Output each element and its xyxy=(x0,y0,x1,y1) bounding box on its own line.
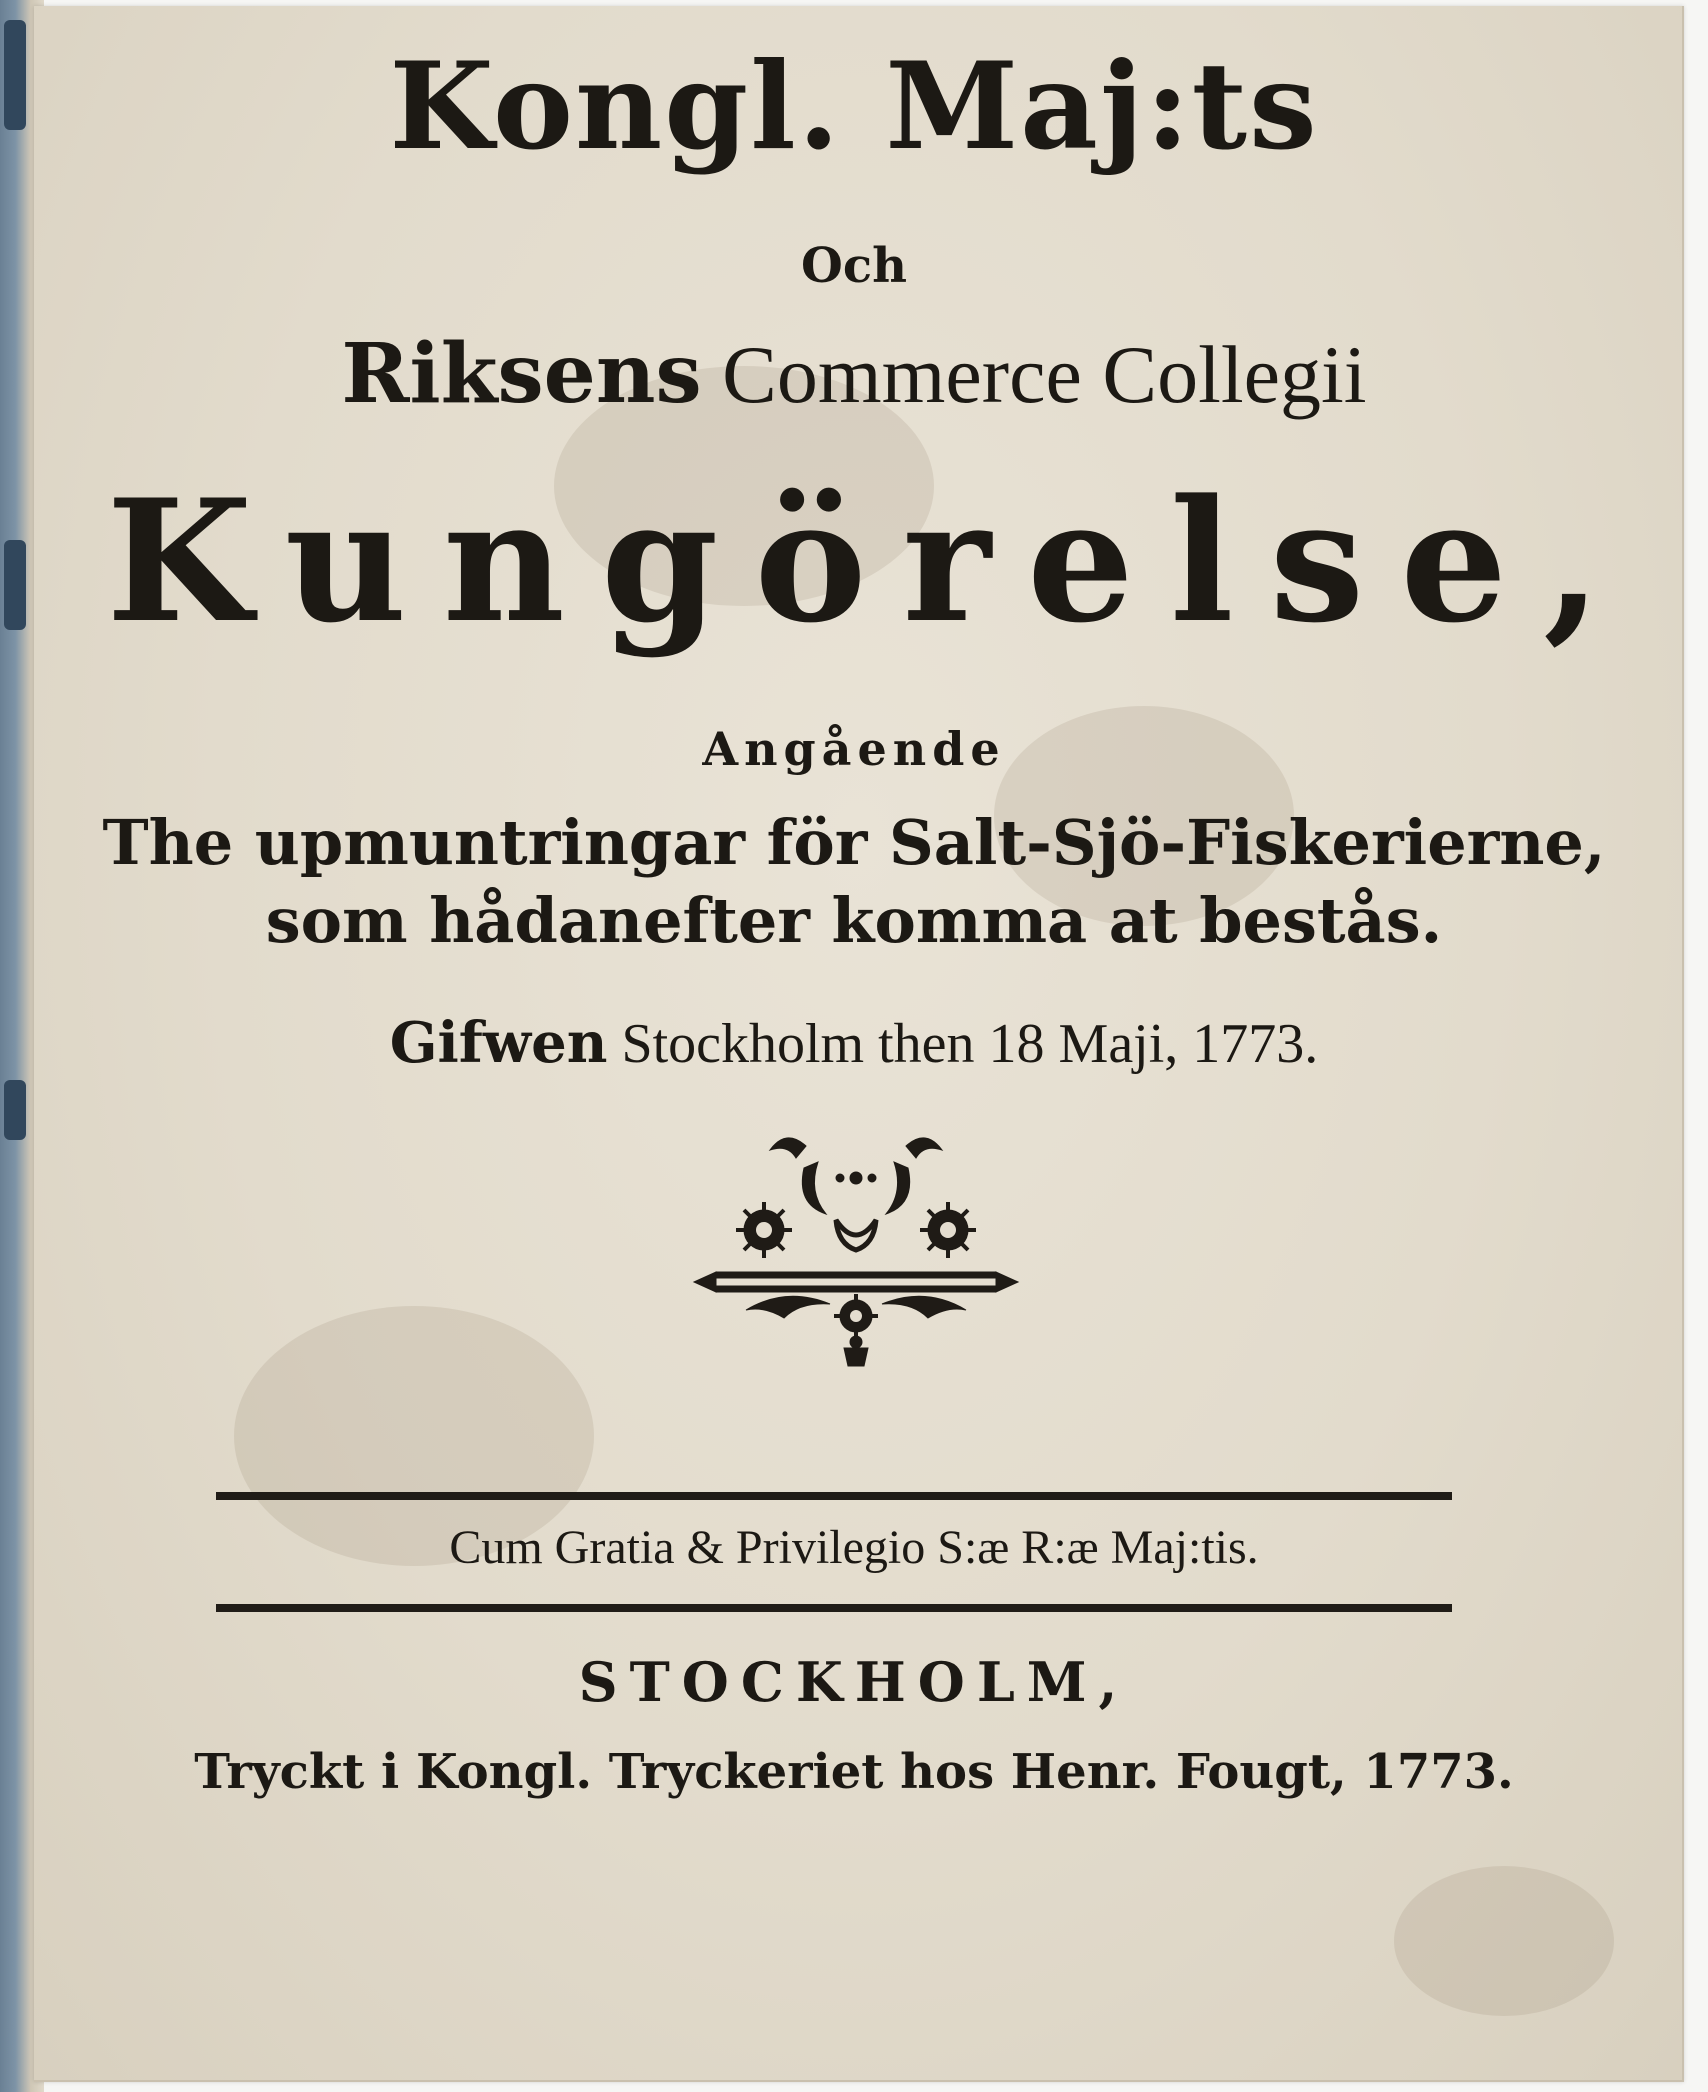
title-line-1: Kongl. Maj:ts xyxy=(389,36,1319,177)
date-line-roman: Stockholm then 18 Maji, 1773. xyxy=(607,1013,1319,1075)
title-line-3-blackletter: Riksens xyxy=(341,326,702,422)
subject-line-2: som hådanefter komma at bestås. xyxy=(265,884,1443,957)
title-line-3-roman: Commerce Collegii xyxy=(701,329,1367,420)
paper-stain xyxy=(1394,1866,1614,2016)
imprint-city: STOCKHOLM, xyxy=(578,1650,1130,1714)
angaende-heading: Angående xyxy=(702,722,1006,776)
title-line-3 xyxy=(0,326,1708,422)
top-rule-divider xyxy=(216,1492,1452,1500)
title-line-2: Och xyxy=(801,238,907,294)
binding-stain xyxy=(4,1080,26,1140)
printers-ornament-icon xyxy=(686,1126,1026,1376)
imprint-printer: Tryckt i Kongl. Tryckeriet hos Henr. Fougt, 1773. xyxy=(194,1744,1514,1800)
date-line-blackletter: Gifwen xyxy=(389,1010,608,1076)
bottom-rule-divider xyxy=(216,1604,1452,1612)
main-title: Kungörelse, xyxy=(106,462,1638,660)
privilege-line: Cum Gratia & Privilegio S:æ R:æ Maj:tis. xyxy=(449,1521,1259,1574)
date-line xyxy=(0,1010,1708,1076)
subject-line-1: The upmuntringar för Salt-Sjö-Fiskerierne, xyxy=(102,806,1606,879)
